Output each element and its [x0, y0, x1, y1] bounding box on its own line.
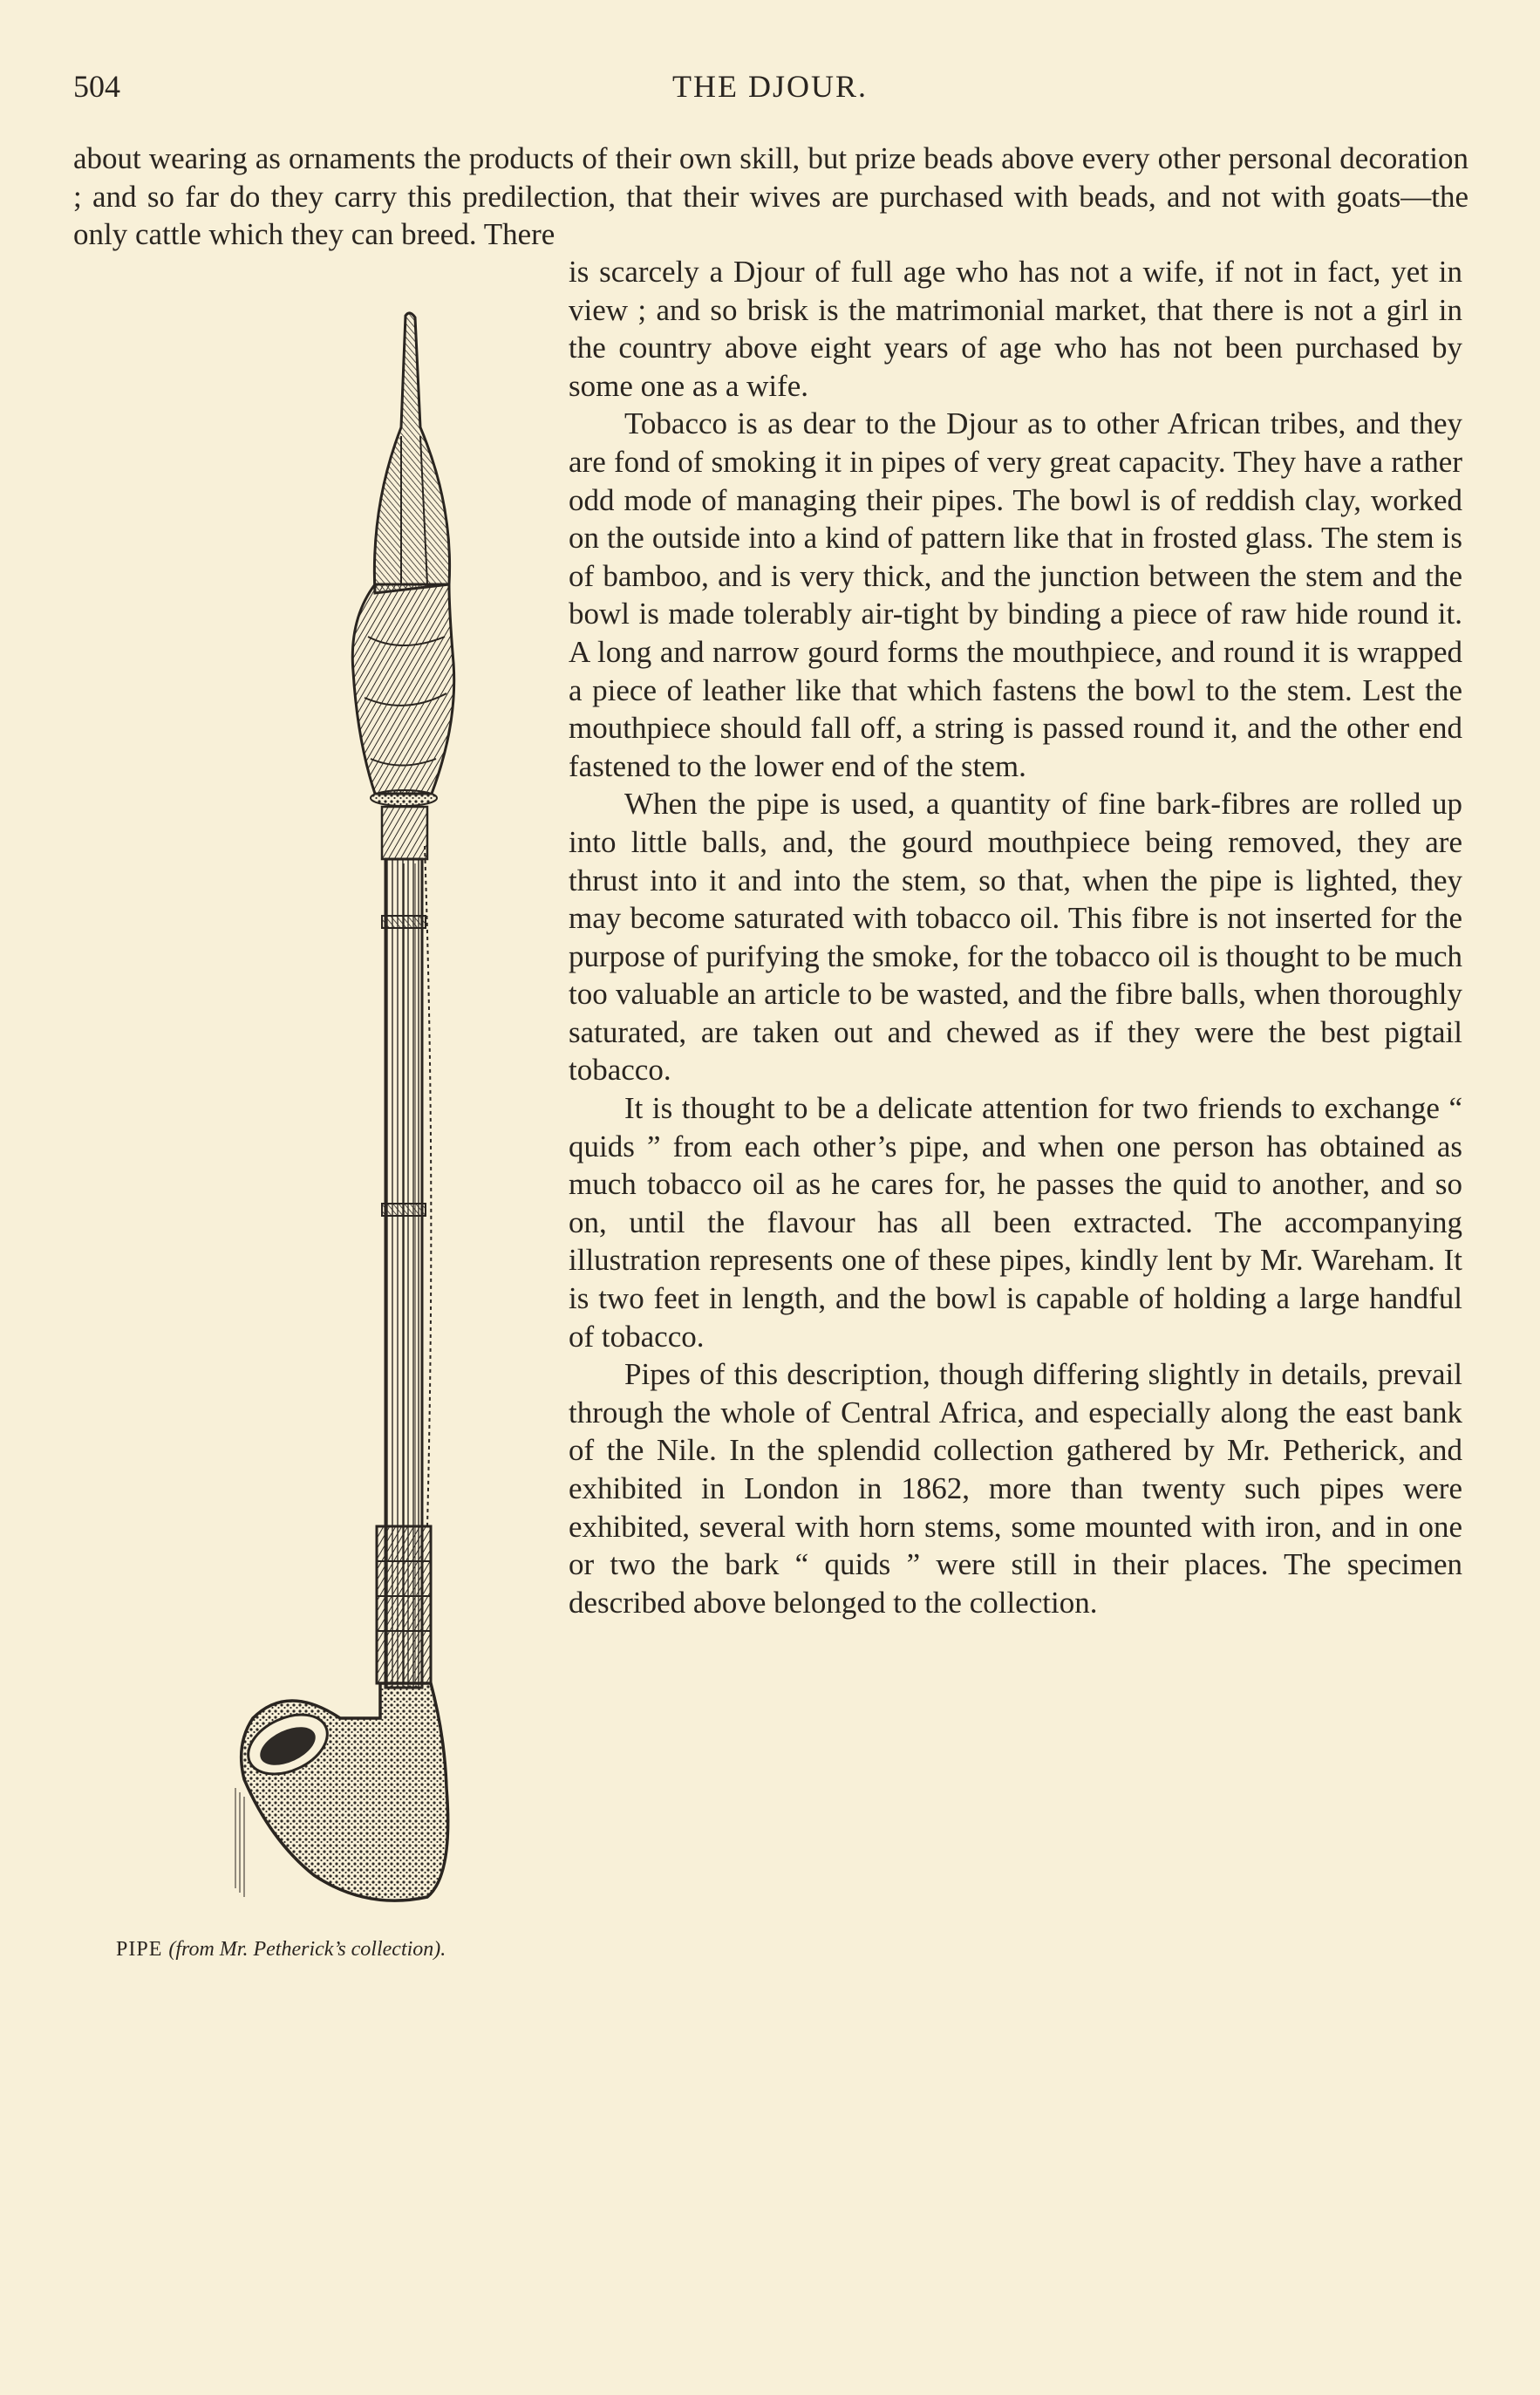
paragraph-1-full-width: about wearing as ornaments the products of their own skill, but prize beads above every other personal decoration ; and so far do they carry this predilection, that their wives are purchased with beads, and not with goats—the only cattle which they can breed. There: [73, 141, 1468, 252]
paragraph-2: Tobacco is as dear to the Djour as to other African tribes, and they are fond of smoking it in pipes of very great capacity. They have a rather odd mode of managing their pipes. The bowl is of reddish clay, worked on the outside into a kind of pattern like that in frosted glass. The stem is of bamboo, and is very thick, and the junction between the stem and the bowl is made tolerably air-tight by binding a piece of raw hide round it. A long and narrow gourd forms the mouthpiece, and round it is wrapped a piece of leather like that which fastens the bowl to the stem. Lest the mouthpiece should fall off, a string is passed round it, and the other end fastened to the lower end of the stem.: [569, 406, 1462, 783]
running-title: THE DJOUR.: [672, 69, 868, 104]
pipe-engraving: [140, 305, 506, 1910]
pipe-bowl-drawing: [235, 1683, 448, 1900]
junction-binding: [377, 1526, 431, 1683]
page-header: [73, 68, 1467, 112]
pipe-illustration: [140, 305, 506, 1910]
full-width-text: [73, 140, 1468, 254]
caption-source: (from Mr. Petherick’s collection).: [168, 1938, 446, 1961]
paragraph-5: Pipes of this description, though differing slightly in details, prevail through the whole of Central Africa, and especially along the east bank of the Nile. In the splendid collection gathered by Mr. Petherick, and exhibited in London in 1862, more than twenty such pipes were exhibited, several with horn stems, some mounted with iron, and in one or two the bark “ quids ” were still in their places. The specimen described above belonged to the collection.: [569, 1357, 1462, 1620]
figure-caption: [116, 1938, 446, 1962]
paragraph-1-continued: is scarcely a Djour of full age who has not a wife, if not in fact, yet in view ; and so brisk is the matrimonial market, that there is not a girl in the country above eight years of age who has not been purchased by some one as a wife.: [569, 255, 1462, 403]
page-number: 504: [73, 69, 120, 104]
leather-wrap-drawing: [352, 584, 453, 806]
caption-label: PIPE: [116, 1938, 163, 1961]
paragraph-4: It is thought to be a delicate attention for two friends to exchange “ quids ” from each other’s pipe, and when one person has obtained as much tobacco oil as he cares for, he passes the quid to another, and so on, until the flavour has all been extracted. The accompanying illustration represents one of these pipes, kindly lent by Mr. Wareham. It is two feet in length, and the bowl is capable of holding a large handful of tobacco.: [569, 1091, 1462, 1354]
paragraph-3: When the pipe is used, a quantity of fine bark-fibres are rolled up into little balls, and, the gourd mouthpiece being removed, they are thrust into it and into the stem, so that, when the pipe is lighted, they may become saturated with tobacco oil. This fibre is not inserted for the purpose of purifying the smoke, for the tobacco oil is thought to be much too valuable an article to be wasted, and the fibre balls, when thoroughly saturated, are taken out and chewed as if they were the best pigtail tobacco.: [569, 787, 1462, 1088]
mouthpiece-drawing: [374, 313, 449, 593]
column-text: [569, 253, 1462, 1621]
stem-binding-top: [382, 807, 427, 859]
